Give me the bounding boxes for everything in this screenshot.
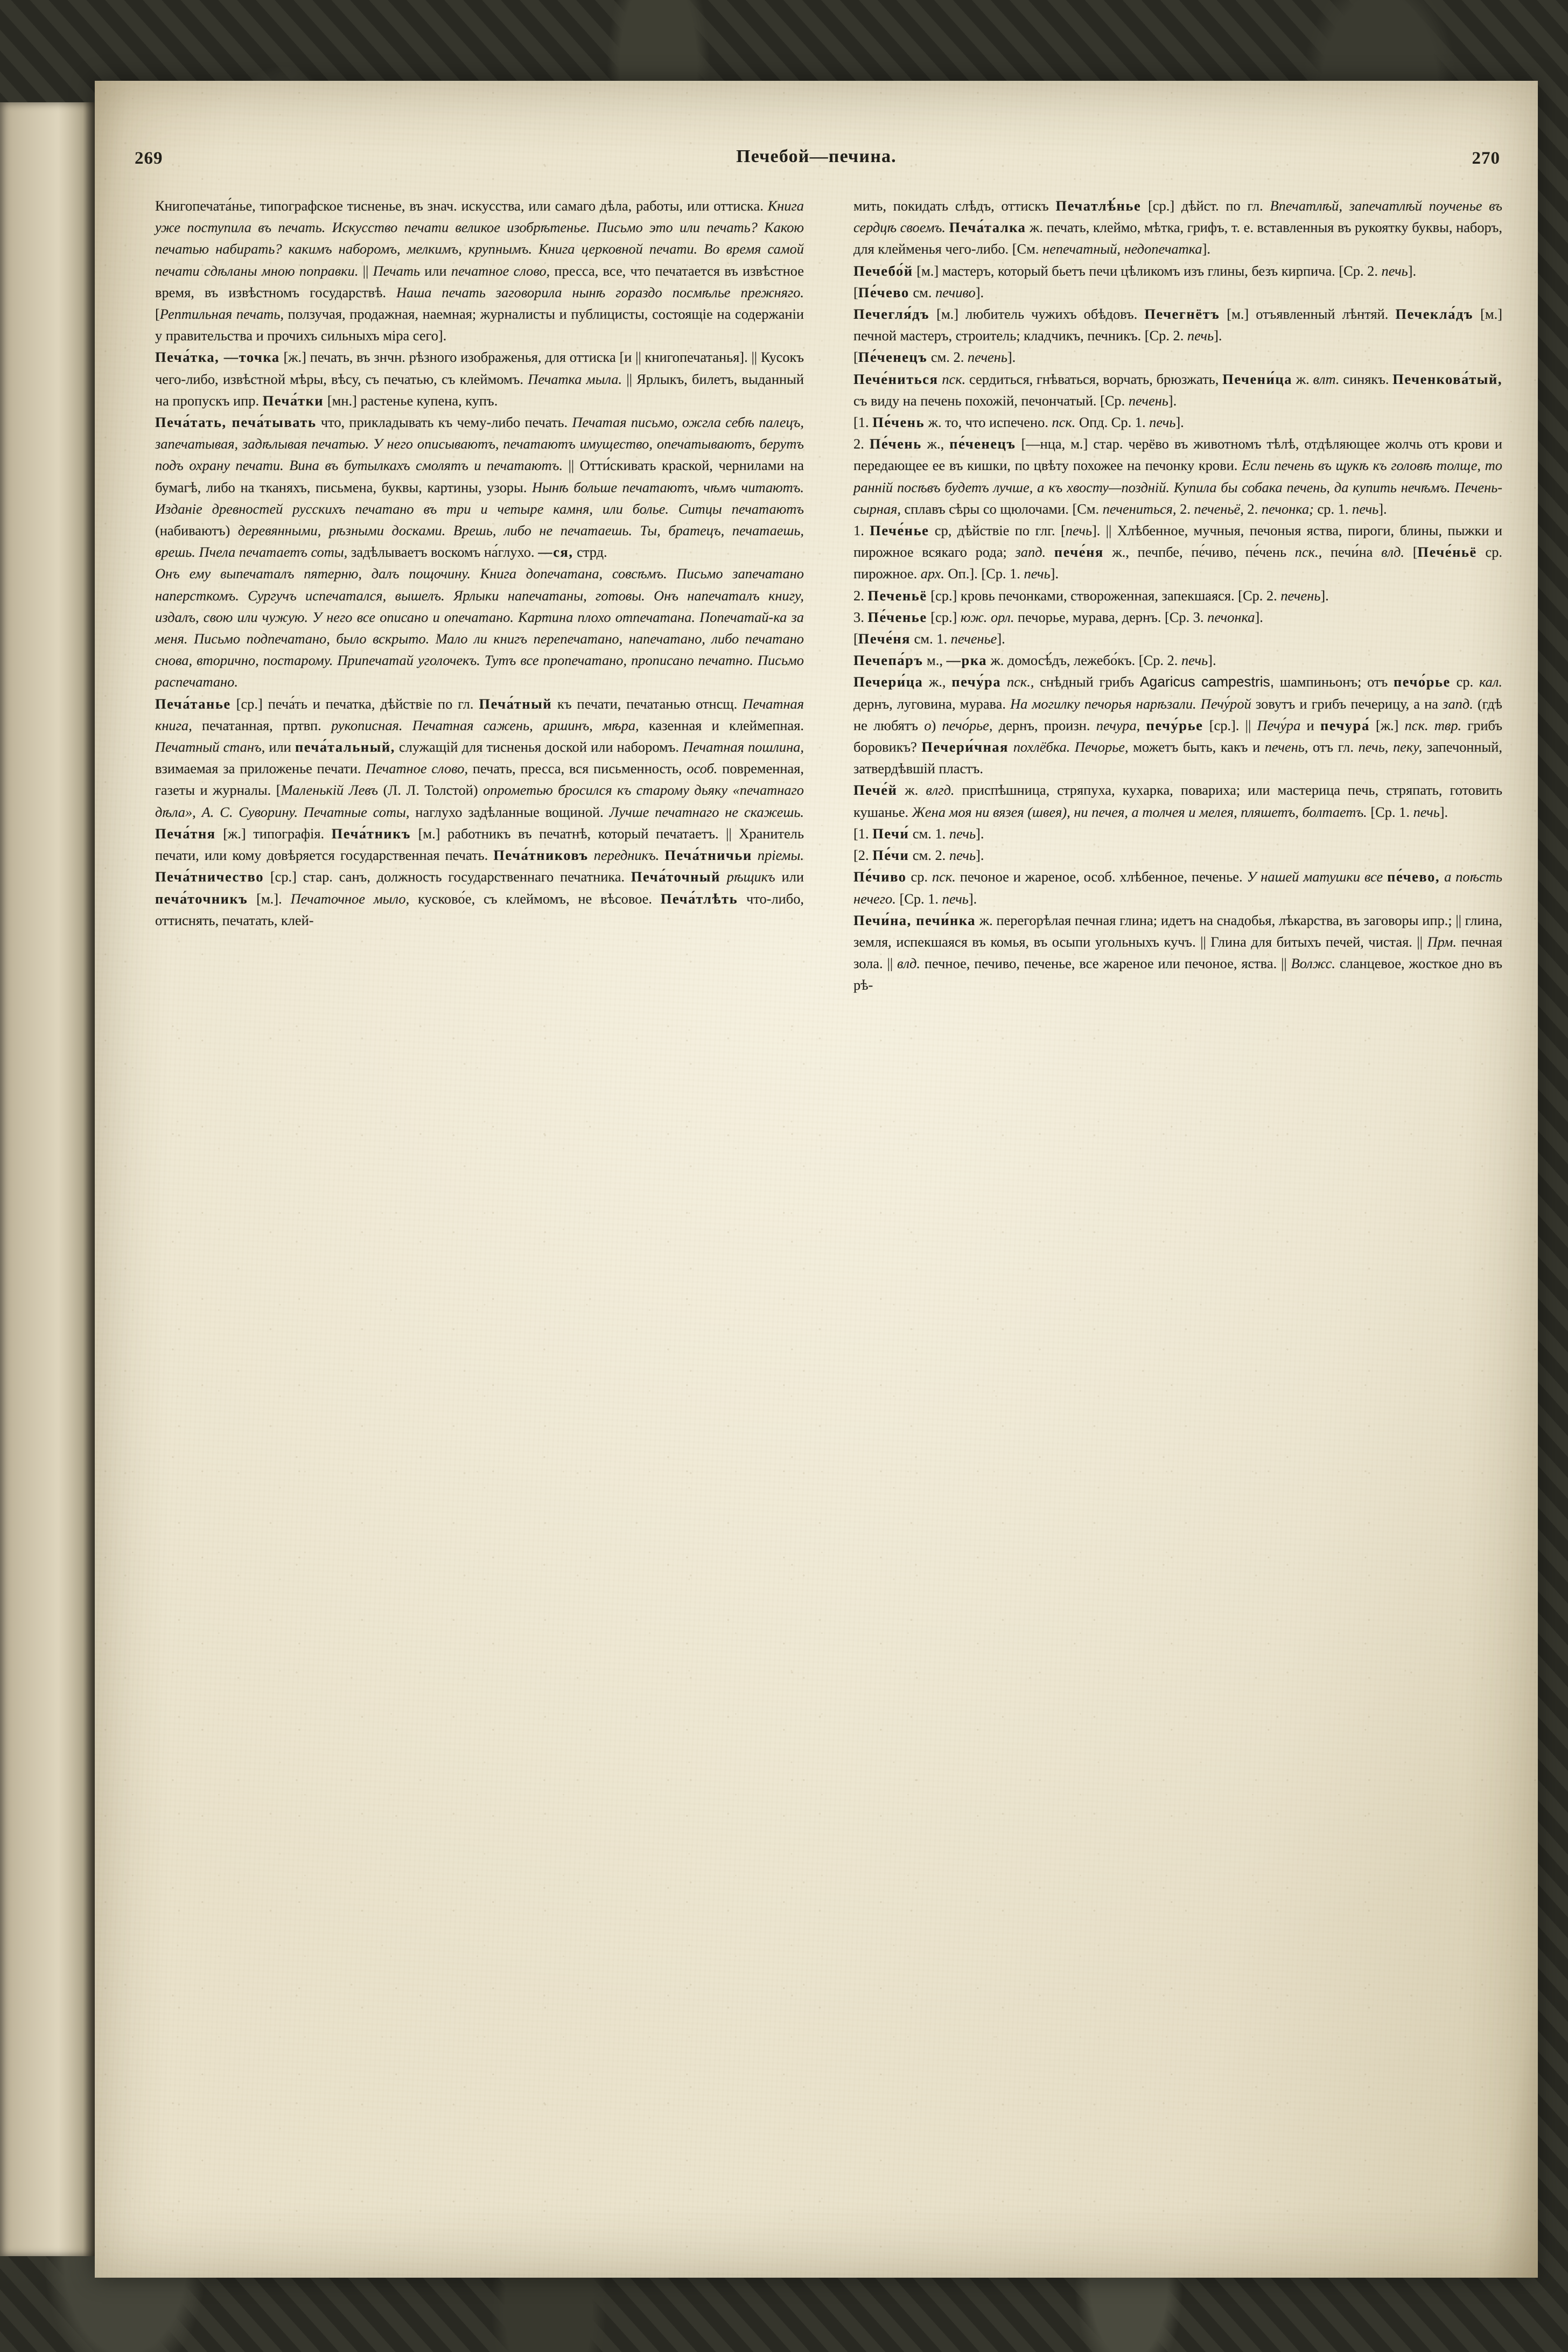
- entry-pechenye-1: 1. Пече́нье ср, дѣйствіе по глг. [печь]. || Хлѣбенное, мучныя, печоныя яства, пироги, блины, пыжки и пирожное всякаго рода; запд. пече́ня ж., печпбе, пе́чиво, пе́чень пск., печи́на влд. [Пече́ньё ср. пирожное. арх. Оп.]. [Ср. 1. печь].: [853, 522, 1503, 582]
- running-title: Печебой—печина.: [736, 146, 897, 166]
- entry-pechey: Пече́й ж. влгд. приспѣшница, стряпуха, кухарка, повариха; или мастерица печь, стряпать, готовить кушанье. Жена моя ни вязея (швея), ни печея, а толчея и мелея, пляшетъ, болтаетъ. [Ср. 1. печь].: [853, 782, 1502, 820]
- entry-pechatanie-continued: Книгопечата́нье, типографское тисненье, въ знач. искусства, или самаго дѣла, работы, или оттиска. Книга уже поступила въ печать. Искусство печати великое изобрѣтенье. Письмо это или печать? Какою печатью набирать? какимъ наборомъ, мелкимъ, крупнымъ. Книга церковной печати. Во время самой печати сдѣланы мною поправки. || Печать или печатное слово, пресса, все, что печатается въ извѣстное время, въ извѣстномъ государствѣ. Наша печать заговорила нынѣ гораздо посмѣлье прежняго. [Рептильная печать, ползучая, продажная, наемная; журналисты и публицисты, состоящіе на содержаніи у правительства и прочихъ сильныхъ міра сего].: [155, 198, 804, 344]
- entry-pechatat-examples: Онъ ему выпечаталъ пятерню, далъ пощочину. Книга допечатана, совсѣмъ. Письмо запечатано наперсткомъ. Сургучъ испечатался, вышелъ. Ярлыки напечатаны, готовы. Онъ напечаталъ книгу, издалъ, свою или чужую. У него все описано и опечатано. Картина плохо отпечатана. Попечатай-ка за меня. Письмо подпечатано, было вскрыто. Мало ли книгъ перепечатано, напечатано, либо печатано снова, вторично, постарому. Припечатай уголочекъ. Тутъ все пропечатано, прописано печатно. Письмо распечатано.: [155, 565, 804, 690]
- entry-pechen-2: 2. Пе́чень ж., пе́ченецъ [—нца, м.] стар. черёво въ животномъ тѣлѣ, отдѣляющее жолчь отъ крови и передающее ее въ кишки, по цвѣту похожее на печонку крови. Если печень въ щукѣ къ головѣ толще, то ранній посѣвъ будетъ лучше, а къ хвосту—поздній. Купила бы собака печень, да купить нечѣмъ. Печень-сырная, сплавъ сѣры со щюлочами. [См. печениться, 2. печеньё, 2. печонка; ср. 1. печь].: [853, 436, 1503, 517]
- entry-pechenye-3: 3. Пе́ченье [ср.] юж. орл. печорье, мурава, дернъ. [Ср. 3. печонка].: [853, 608, 1263, 625]
- entry-pechevo: [Пе́чево см. печиво].: [853, 284, 984, 300]
- column-left: [137, 195, 804, 2213]
- entry-pechenya-ref: [Пече́ня см. 1. печенье].: [853, 631, 1005, 647]
- folio-left: 269: [135, 149, 163, 168]
- entry-pechen-1: [1. Пе́чень ж. то, что испечено. пск. Опд. Ср. 1. печь].: [853, 414, 1184, 431]
- folio-right: 270: [1472, 149, 1500, 168]
- entry-pechi-1: [1. Печи́ см. 1. печь].: [853, 825, 984, 842]
- entry-pechivo: Пе́чиво ср. пск. печоное и жареное, особ. хлѣбенное, печенье. У нашей матушки все пе́чево, а поѣсть нечего. [Ср. 1. печь].: [853, 869, 1503, 907]
- entry-pechepar: Печепа́ръ м., —рка ж. домосѣ́дъ, лежебо́къ. [Ср. 2. печь].: [853, 652, 1216, 669]
- entry-pechatlenye-continued: мить, покидать слѣдъ, оттискъ Печатлѣ́ньe [ср.] дѣйст. по гл. Впечатлѣй, запечатлѣй поученье въ сердцѣ своемъ. Печа́талка ж. печать, клеймо, мѣтка, грифъ, т. е. вставленныя въ рукоятку буквы, наборъ, для клейменья чего-либо. [См. непечатный, недопечатка].: [853, 198, 1502, 257]
- entry-pechatanye: Печа́танье [ср.] печа́ть и печатка, дѣйствіе по гл. Печа́тный къ печати, печатанью отнсщ. Печатная книга, печатанная, пртвп. рукописная. Печатная сажень, аршинъ, мѣра, казенная и клеймепная. Печатный станъ, или печа́тальный, служащій для тисненья доской или наборомъ. Печатная пошлина, взимаемая за приложенье печати. Печатное слово, печать, пресса, вся письменность, особ. повременная, газеты и журналы. [Маленькій Левъ (Л. Л. Толстой) опрометью бросился къ старому дьяку «печатнаго дѣла», А. С. Суворину. Печатные соты, наглухо задѣланные вощиной. Лучше печатнаго не скажешь. Печа́тня [ж.] типографія. Печа́тникъ [м.] работникъ въ печатнѣ, который печатаетъ. || Хранитель печати, или кому довѣряется государственная печать. Печа́тниковъ передникъ. Печа́тничьи пріемы. Печа́тничество [ср.] стар. санъ, должность государственнаго печатника. Печа́точный рѣщикъ или печа́точникъ [м.]. Печаточное мыло, кусково́е, съ клеймомъ, не вѣсовое. Печа́тлѣть что-либо, оттиснять, печатать, клей-: [155, 695, 804, 928]
- entry-pechina: Печи́на, печи́нка ж. перегорѣлая печная глина; идетъ на снадобья, лѣкарства, въ заговоры ипр.; || глина, земля, испекшаяся въ комья, въ осыпи угольныхъ кучъ. || Глина для битыхъ печей, чистая. || Прм. печная зола. || влд. печное, печиво, печенье, все жареное или печоное, яства. || Волжс. сланцевое, жосткое дно въ рѣ-: [853, 912, 1502, 993]
- text-columns: [137, 195, 1502, 2213]
- entry-pecheglyad: Печегля́дъ [м.] любитель чужихъ обѣдовъ. Печегнётъ [м.] отъявленный лѣнтяй. Печекла́дъ [м.] печной мастеръ, строитель; кладчикъ, печникъ. [Ср. 2. печь].: [853, 306, 1502, 344]
- entry-pecheritsa: Печери́ца ж., печу́ра пск., снѣдный грибъ Agaricus campestris, шампиньонъ; отъ печо́рье ср. кал. дернъ, луговина, мурава. На могилку печорья нарѣзали. Печу́рой зовутъ и грибъ печерицу, а на запд. (гдѣ не любятъ о) печо́рье, дернъ, произн. печура, печу́рье [ср.]. || Печу́ра и печура́ [ж.] пск. твр. грибъ боровикъ? Печери́чная похлёбка. Печорье, можетъ быть, какъ и печень, отъ гл. печь, пеку, запечонный, затвердѣвшій пластъ.: [853, 674, 1502, 777]
- entry-pechenets-ref: [Пе́ченецъ см. 2. печень].: [853, 349, 1016, 366]
- entry-pecheboy: Печебо́й [м.] мастеръ, который бьетъ печи цѣликомъ изъ глины, безъ кирпича. [Ср. 2. печь].: [853, 262, 1417, 279]
- running-head: [95, 146, 1538, 179]
- dictionary-page: [95, 81, 1538, 2278]
- entry-pechatat: Печа́тать, печа́тывать что, прикладывать къ чему-либо печать. Печатая письмо, ожгла себѣ палецъ, запечатывая, задѣлывая печатью. У него описываютъ, печатаютъ имущество, опечатываютъ, берутъ подъ охрану печати. Вина въ бутылкахъ смолятъ и печатаютъ. || Отти́скивать краской, чернилами на бумагѣ, либо на тканяхъ, письмена, буквы, картины, узоры. Нынѣ больше печатаютъ, чѣмъ читаютъ. Изданіе древностей русскихъ печатано въ три и четыре камня, или болье. Ситцы печатаютъ (набиваютъ) деревянными, рѣзными досками. Врешь, либо не печатаешь. Ты, братецъ, печатаешь, врешь. Пчела печатаетъ соты, задѣлываетъ воскомъ на́глухо. —ся, стрд.: [155, 414, 804, 561]
- entry-pechi-2: [2. Пе́чи см. 2. печь].: [853, 847, 984, 864]
- entry-pechenitsya: Пече́ниться пск. сердиться, гнѣваться, ворчать, брюзжать, Печени́ца ж. влт. синякъ. Печенкова́тый, съ виду на печень похожій, печончатый. [Ср. печень].: [853, 370, 1503, 409]
- entry-pechenye-2: 2. Печеньё [ср.] кровь печонками, створоженная, запекшаяся. [Ср. 2. печень].: [853, 587, 1329, 604]
- column-right: [835, 195, 1502, 2213]
- entry-pechatka: Печа́тка, —точка [ж.] печать, въ знчн. рѣзного изображенья, для оттиска [и || книгопечатанья]. || Кусокъ чего-либо, извѣстной мѣры, вѣсу, съ печатью, съ клеймомъ. Печатка мыла. || Ярлыкъ, билетъ, выданный на пропускъ ипр. Печа́тки [мн.] растенье купена, купъ.: [155, 349, 804, 409]
- book-gutter-facing-page: [0, 102, 97, 2256]
